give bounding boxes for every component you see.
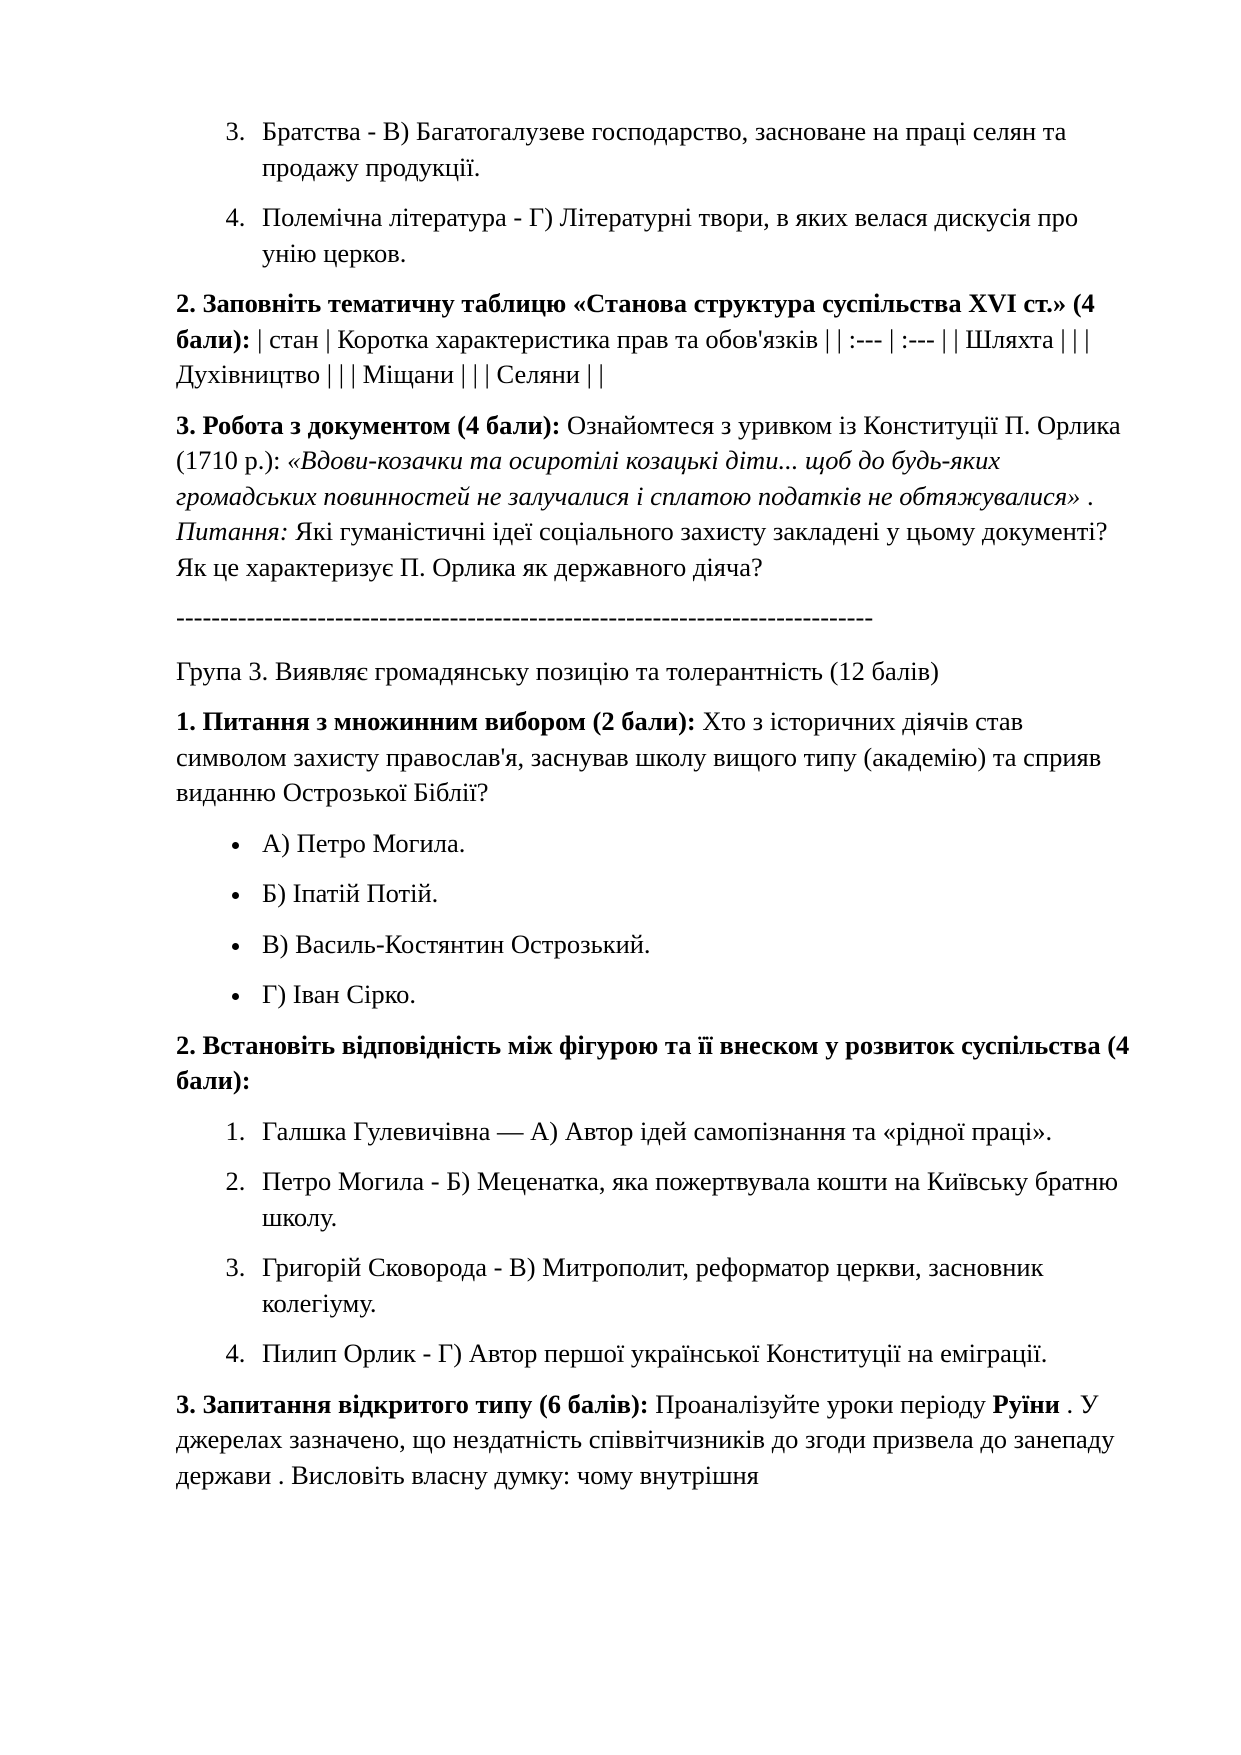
task-heading: 2. Встановіть відповідність між фігурою та її внеском у розвиток суспільства (4 бали):	[176, 1029, 1130, 1095]
task-text: Проаналізуйте уроки періоду	[648, 1388, 993, 1419]
task-heading: 3. Робота з документом (4 бали):	[176, 409, 561, 440]
matching-task	[176, 1028, 1136, 1099]
multiple-choice-task	[176, 704, 1136, 811]
task-text: . У джерелах зазначено, що нездатність співвітчизників до згоди призвела до занепаду держави . Висловіть власну думку: чому внутрішня	[176, 1388, 1115, 1490]
list-item: 3. Григорій Сковорода - В) Митрополит, реформатор церкви, засновник колегіуму.	[252, 1250, 1136, 1321]
document-page	[176, 114, 1136, 1508]
list-item: 4. Пилип Орлик - Г) Автор першої української Конституції на еміграції.	[252, 1336, 1136, 1372]
answer-option: • А) Петро Могила.	[252, 826, 1136, 862]
list-item: 1. Галшка Гулевичівна — А) Автор ідей самопізнання та «рідної праці».	[252, 1114, 1136, 1150]
matching-list	[176, 1114, 1136, 1372]
question-label: Питання:	[176, 516, 289, 546]
task-text: Хто з історичних діячів став символом захисту православ'я, заснував школу вищого типу (академію) та сприяв виданню Острозької Біблії?	[176, 706, 1102, 807]
list-item: 2. Петро Могила - Б) Меценатка, яка пожертвувала кошти на Київську братню школу.	[252, 1164, 1136, 1235]
group-heading: Група 3. Виявляє громадянську позицію та толерантність (12 балів)	[176, 655, 939, 686]
task-text: Ознайомтеся з уривком із Конституції П. Орлика (1710 р.):	[176, 409, 1121, 475]
ruin-term: Руїни	[992, 1388, 1060, 1419]
task-heading: 2. Заповніть тематичну таблицю «Станова структура суспільства XVI ст.» (4 бали):	[176, 288, 1095, 354]
open-question-task	[176, 1387, 1136, 1494]
matching-list-continued	[176, 114, 1136, 271]
answer-option: • В) Василь-Костянтин Острозький.	[252, 927, 1136, 963]
answer-option: • Г) Іван Сірко.	[252, 977, 1136, 1013]
list-item: 3. Братства - В) Багатогалузеве господарство, засноване на праці селян та продажу продукції.	[252, 114, 1136, 185]
task-heading: 3. Запитання відкритого типу (6 балів):	[176, 1388, 649, 1419]
answer-option: • Б) Іпатій Потій.	[252, 876, 1136, 912]
task-text: .	[1080, 480, 1094, 511]
task-text: Які гуманістичні ідеї соціального захисту закладені у цьому документі? Як це характеризує П. Орлика як державного діяча?	[176, 516, 1108, 582]
list-item: 4. Полемічна література - Г) Літературні твори, в яких велася дискусія про унію церков.	[252, 200, 1136, 271]
task-table-paragraph	[176, 286, 1136, 393]
task-heading: 1. Питання з множинним вибором (2 бали):	[176, 706, 696, 736]
document-quote: «Вдови-козачки та осиротілі козацькі діти... щоб до будь-яких громадських повинностей не залучалися і сплатою податків не обтяжувалися»	[176, 445, 1081, 511]
answer-options-list	[176, 826, 1136, 1013]
separator-line: -------------------------------------------------------------------------------	[176, 602, 874, 632]
task-text: | стан | Коротка характеристика прав та обов'язків | | :--- | :--- | | Шляхта | | | Духівництво | | | Міщани | | | Селяни | |	[176, 323, 1090, 389]
document-task-paragraph	[176, 408, 1136, 586]
